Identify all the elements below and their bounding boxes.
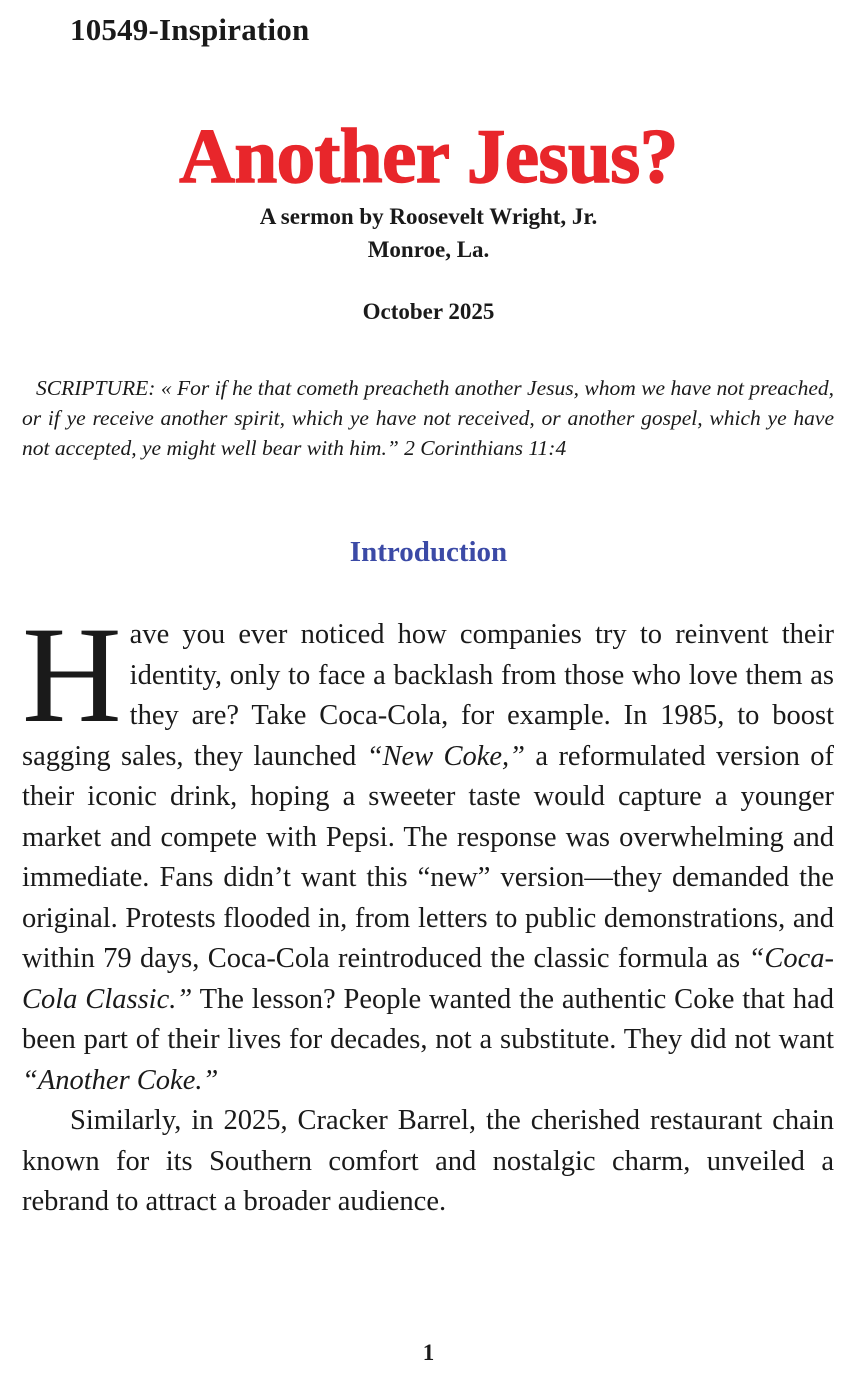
location-line: Monroe, La. — [367, 237, 490, 262]
italic-quote: “Coca-Cola Classic.” — [22, 943, 834, 1015]
section-heading-introduction: Introduction — [349, 536, 508, 568]
italic-quote: “Another Coke.” — [22, 1064, 219, 1096]
page-number: 1 — [422, 1340, 435, 1365]
author-line: A sermon by Roosevelt Wright, Jr. — [259, 204, 598, 229]
paragraph-text: a reformulated version of their iconic drink, hoping a sweeter taste would capture a younger market and compete with Pepsi. The response was overwhelming and immediate. Fans didn’t want this “new” version—they demanded the original. Protests flooded in, from letters to public demonstrations, and within 79 days, Coca-Cola reintroduced the classic formula as — [22, 740, 834, 974]
sermon-title: Another Jesus? — [179, 113, 678, 199]
intro-paragraph-2: Similarly, in 2025, Cracker Barrel, the cherished restaurant chain known for its Southern comfort and nostalgic charm, unveiled a rebrand to attract a broader audience. — [22, 1105, 834, 1217]
drop-cap: H — [22, 598, 122, 751]
intro-paragraph-1 — [22, 598, 834, 1101]
byline — [0, 200, 857, 266]
italic-quote: “New Coke,” — [366, 740, 526, 772]
body-text — [22, 598, 834, 1223]
sermon-date: October 2025 — [362, 299, 495, 324]
scripture-passage: SCRIPTURE: « For if he that cometh preacheth another Jesus, whom we have not preached, or if ye receive another spirit, which ye have not received, or another gospel, which ye have not accepted, ye might well bear with him.” 2 Corinthians 11:4 — [22, 376, 834, 460]
paragraph-text: ave you ever noticed how companies try to reinvent their identity, only to face a backlash from those who love them as they are? Take Coca-Cola, for example. In 1985, to boost sagging sales, they launched — [22, 619, 834, 772]
document-id: 10549-Inspiration — [70, 12, 310, 47]
paragraph-text: The lesson? People wanted the authentic Coke that had been part of their lives for decades, not a substitute. They did not want — [22, 983, 834, 1055]
